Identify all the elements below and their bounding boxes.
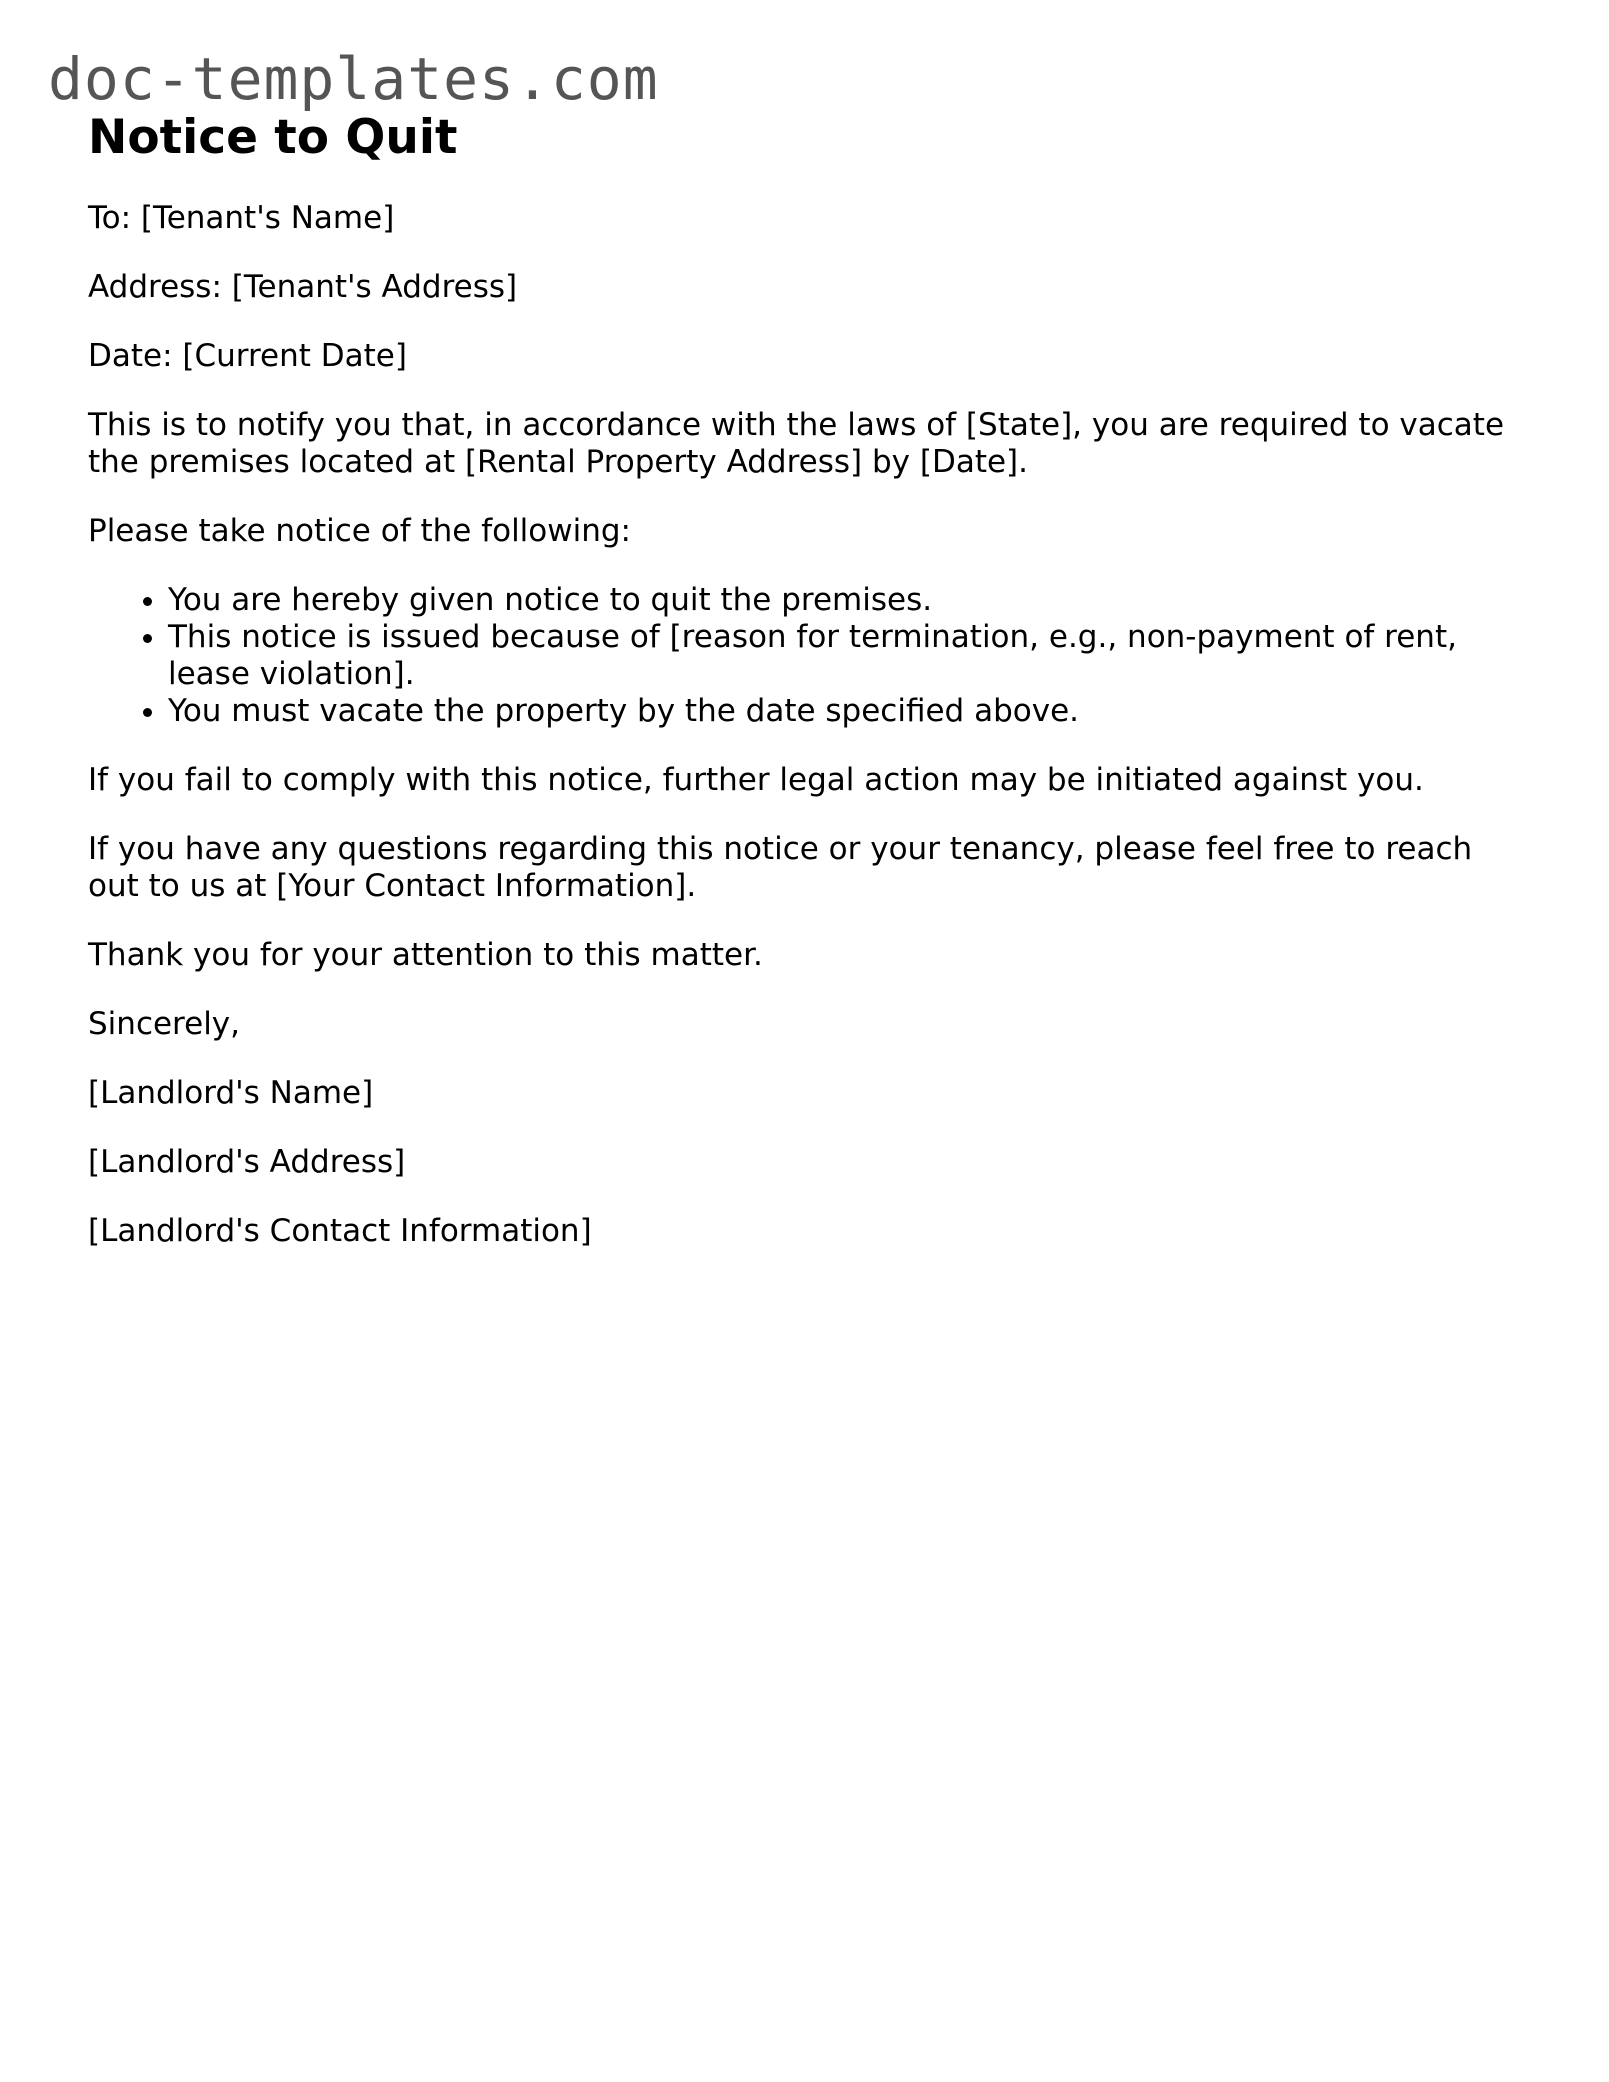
notice-document: [88, 110, 1528, 1282]
watermark-logo-text: doc-templates.com: [48, 45, 659, 113]
compliance-paragraph: If you fail to comply with this notice, further legal action may be initiated against you.: [88, 762, 1424, 798]
landlord-address: [Landlord's Address]: [88, 1144, 406, 1180]
landlord-contact: [Landlord's Contact Information]: [88, 1213, 592, 1249]
list-item: • You are hereby given notice to quit the premises.: [168, 582, 1528, 619]
list-intro: Please take notice of the following:: [88, 513, 631, 549]
questions-paragraph: If you have any questions regarding this notice or your tenancy, please feel free to reach out to us at [Your Contact Information].: [88, 831, 1473, 904]
landlord-name: [Landlord's Name]: [88, 1075, 374, 1111]
closing-line: Sincerely,: [88, 1006, 241, 1042]
notice-items-list: [88, 582, 1528, 730]
date-line: Date: [Current Date]: [88, 338, 407, 374]
list-item: • You must vacate the property by the date specified above.: [168, 693, 1528, 730]
list-item: • This notice is issued because of [reason for termination, e.g., non-payment of rent, lease violation].: [168, 619, 1528, 693]
recipient-line: To: [Tenant's Name]: [88, 200, 395, 236]
document-body: [88, 200, 1528, 1250]
page-title: Notice to Quit: [88, 110, 458, 165]
thanks-line: Thank you for your attention to this matter.: [88, 937, 763, 973]
address-line: Address: [Tenant's Address]: [88, 269, 518, 305]
intro-paragraph: This is to notify you that, in accordance with the laws of [State], you are required to vacate the premises located at [Rental Property Address] by [Date].: [88, 407, 1505, 480]
